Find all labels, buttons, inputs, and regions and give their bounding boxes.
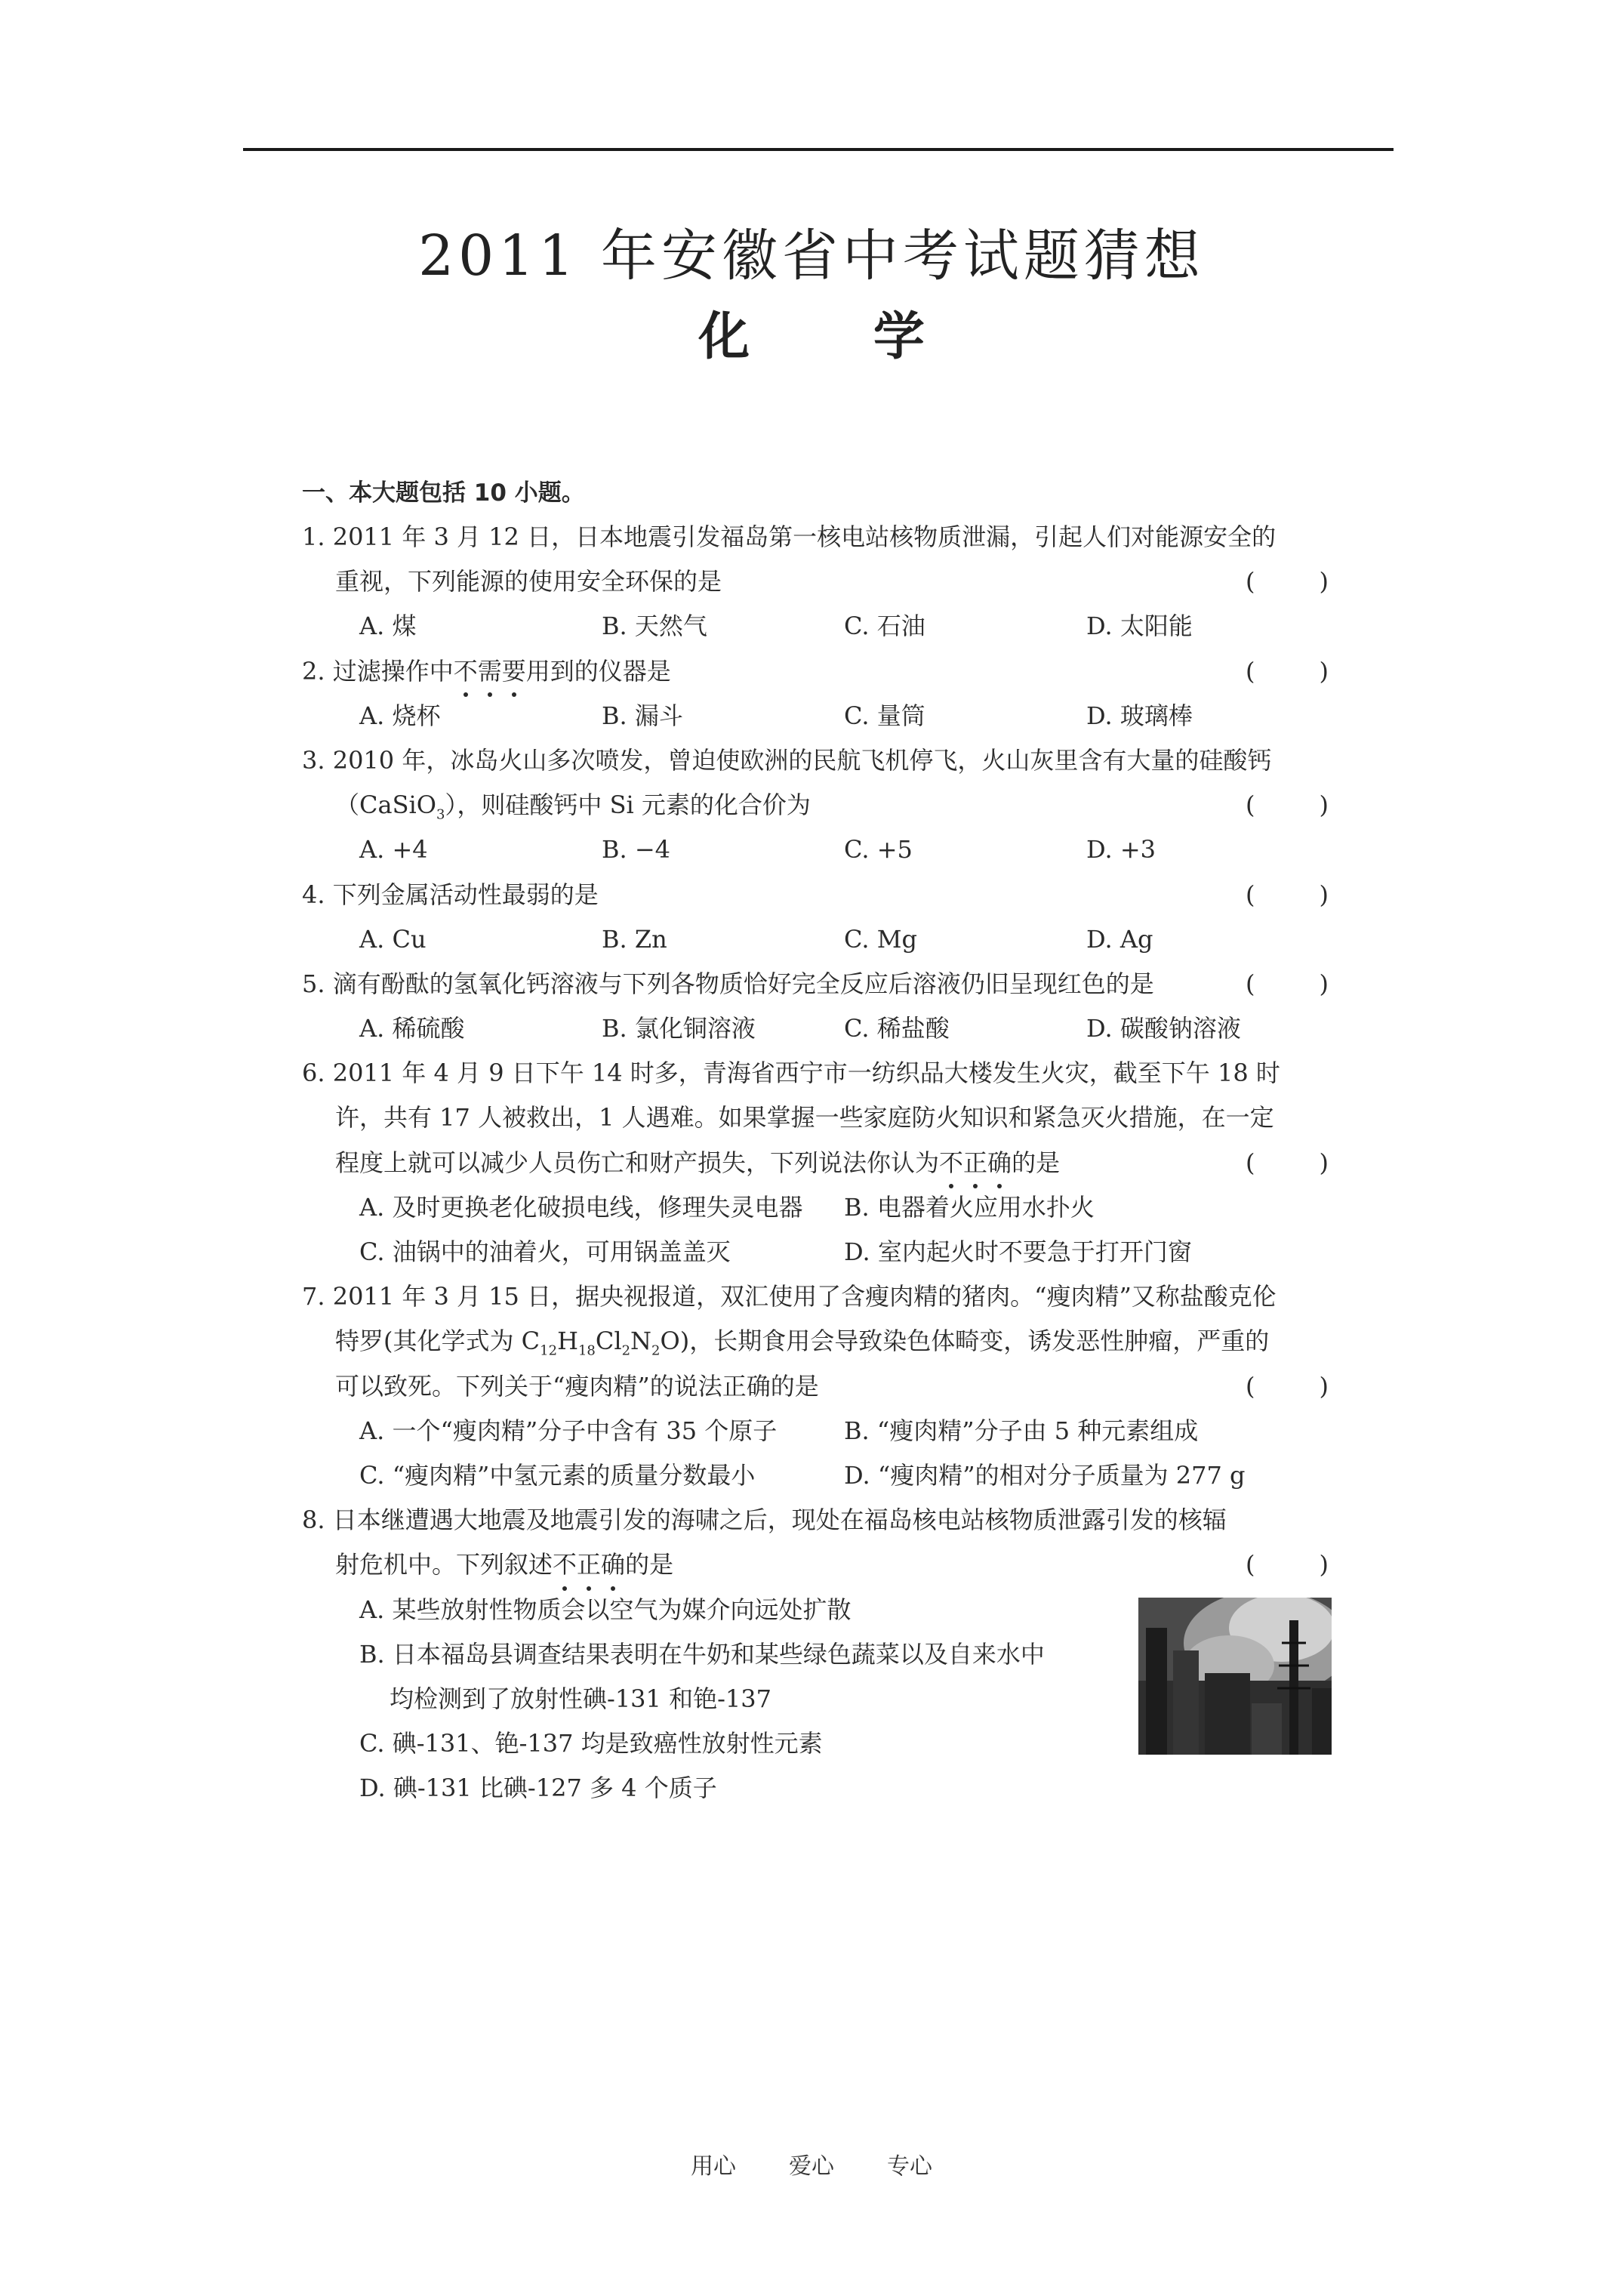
subscript: 2 xyxy=(621,1342,631,1359)
option-a: A. 某些放射性物质会以空气为媒介向远处扩散 xyxy=(359,1595,852,1624)
question-8-line-2 xyxy=(302,1542,1329,1587)
question-2-options xyxy=(302,694,1329,738)
question-1-stem: 重视，下列能源的使用安全环保的是 xyxy=(335,567,722,596)
answer-blank xyxy=(1246,1141,1329,1185)
emphasis-char: 需 xyxy=(478,649,502,694)
section-heading: 一、本大题包括 10 小题。 xyxy=(302,479,585,507)
question-2-line-1 xyxy=(302,649,1329,694)
paren-left: ( xyxy=(1246,1371,1255,1401)
question-7-line-2 xyxy=(302,1319,1329,1364)
paren-right: ) xyxy=(1319,1371,1329,1401)
question-7-line-1: 7. 2011 年 3 月 15 日，据央视报道，双汇使用了含瘦肉精的猪肉。“瘦肉精”又称盐酸克伦 xyxy=(302,1282,1277,1311)
formula-part: N xyxy=(630,1327,652,1356)
option-c: C. 稀盐酸 xyxy=(844,1014,950,1043)
formula-part: Cl xyxy=(595,1327,622,1356)
option-c: C. 石油 xyxy=(844,612,925,641)
question-3-options xyxy=(302,827,1329,872)
option-a: A. 及时更换老化破损电线，修理失灵电器 xyxy=(359,1192,803,1222)
question-4-options xyxy=(302,917,1329,962)
emphasis-char: 正 xyxy=(963,1141,987,1185)
question-6-line-3 xyxy=(302,1141,1329,1185)
option-d: D. 室内起火时不要急于打开门窗 xyxy=(844,1237,1192,1266)
question-8-stem-post: 的是 xyxy=(625,1550,674,1579)
nuclear-plant-photo xyxy=(1138,1598,1332,1755)
option-b: B. 日本福岛县调查结果表明在牛奶和某些绿色蔬菜以及自来水中 xyxy=(359,1639,1045,1669)
footer-text: 爱心 xyxy=(789,2153,834,2180)
option-b: B. 天然气 xyxy=(602,612,707,641)
formula-part: O)，长期食用会导致染色体畸变，诱发恶性肿瘤，严重的 xyxy=(660,1327,1270,1356)
option-d: D. 太阳能 xyxy=(1086,612,1193,641)
option-c: C. 量筒 xyxy=(844,701,925,730)
answer-blank xyxy=(1246,1542,1329,1587)
option-b: B. “瘦肉精”分子由 5 种元素组成 xyxy=(844,1416,1199,1445)
paren-left: ( xyxy=(1246,656,1255,686)
question-6-stem-post: 的是 xyxy=(1012,1148,1061,1177)
question-4-line-1 xyxy=(302,873,1329,917)
option-d: D. 碳酸钠溶液 xyxy=(1086,1014,1241,1043)
option-d: D. 碘-131 比碘-127 多 4 个质子 xyxy=(359,1774,717,1803)
option-b: B. Zn xyxy=(602,924,667,954)
question-6-options-ab xyxy=(302,1185,1329,1230)
option-a: A. 煤 xyxy=(359,612,417,641)
question-6-options-cd xyxy=(302,1230,1329,1274)
question-2-stem-post: 用到的仪器是 xyxy=(525,656,671,686)
option-c: C. 碘-131、铯-137 均是致癌性放射性元素 xyxy=(359,1729,823,1758)
paren-left: ( xyxy=(1246,791,1255,820)
footer-text: 专心 xyxy=(887,2153,932,2180)
question-7-options-ab xyxy=(302,1409,1329,1453)
question-3-line-2 xyxy=(302,783,1329,827)
option-b-continued: 均检测到了放射性碘-131 和铯-137 xyxy=(390,1684,771,1713)
question-3-formula: （CaSiO xyxy=(335,791,436,820)
question-2-stem-pre: 2. 过滤操作中 xyxy=(302,656,454,686)
question-6-line-1: 6. 2011 年 4 月 9 日下午 14 时多，青海省西宁市一纺织品大楼发生火灾，截至下午 18 时 xyxy=(302,1059,1280,1088)
option-c: C. Mg xyxy=(844,924,917,954)
question-1-line-2 xyxy=(302,559,1329,604)
emphasis-char: 确 xyxy=(987,1141,1012,1185)
option-d: D. 玻璃棒 xyxy=(1086,701,1193,730)
option-a: A. 稀硫酸 xyxy=(359,1014,465,1043)
option-a: A. 一个“瘦肉精”分子中含有 35 个原子 xyxy=(359,1416,778,1445)
paren-right: ) xyxy=(1319,791,1329,820)
page-footer xyxy=(0,2147,1623,2180)
paren-right: ) xyxy=(1319,1550,1329,1579)
paren-right: ) xyxy=(1319,969,1329,998)
emphasis-char: 不 xyxy=(939,1141,963,1185)
answer-blank xyxy=(1246,1364,1329,1409)
option-d: D. “瘦肉精”的相对分子质量为 277 g xyxy=(844,1460,1246,1490)
question-8-stem-pre: 射危机中。下列叙述 xyxy=(335,1550,553,1579)
question-7-options-cd xyxy=(302,1453,1329,1498)
question-3-stem: ），则硅酸钙中 Si 元素的化合价为 xyxy=(445,791,811,820)
option-b: B. 氯化铜溶液 xyxy=(602,1014,756,1043)
page-title: 2011 年安徽省中考试题猜想 xyxy=(418,223,1205,288)
emphasis-char: 不 xyxy=(553,1542,577,1587)
answer-blank xyxy=(1246,873,1329,917)
option-c: C. “瘦肉精”中氢元素的质量分数最小 xyxy=(359,1460,756,1490)
option-a: A. +4 xyxy=(359,835,428,864)
option-d: D. Ag xyxy=(1086,924,1153,954)
question-3-line-1: 3. 2010 年，冰岛火山多次喷发，曾迫使欧洲的民航飞机停飞，火山灰里含有大量的硅酸钙 xyxy=(302,745,1272,775)
question-5-stem: 5. 滴有酚酞的氢氧化钙溶液与下列各物质恰好完全反应后溶液仍旧呈现红色的是 xyxy=(302,969,1154,998)
emphasis-char: 正 xyxy=(577,1542,601,1587)
question-1-options xyxy=(302,604,1329,649)
answer-blank xyxy=(1246,649,1329,694)
page-subtitle: 化 学 xyxy=(698,307,978,367)
paren-left: ( xyxy=(1246,1550,1255,1579)
option-a: A. 烧杯 xyxy=(359,701,441,730)
question-7-line-3 xyxy=(302,1364,1329,1409)
paren-left: ( xyxy=(1246,1148,1255,1177)
paren-right: ) xyxy=(1319,567,1329,596)
option-c: C. +5 xyxy=(844,835,913,864)
question-4-stem: 4. 下列金属活动性最弱的是 xyxy=(302,880,599,909)
question-7-stem: 可以致死。下列关于“瘦肉精”的说法正确的是 xyxy=(335,1371,819,1401)
option-a: A. Cu xyxy=(359,924,427,954)
paren-left: ( xyxy=(1246,567,1255,596)
subscript: 2 xyxy=(651,1342,661,1359)
question-5-options xyxy=(302,1006,1329,1051)
paren-left: ( xyxy=(1246,880,1255,909)
option-b: B. 电器着火应用水扑火 xyxy=(844,1192,1095,1222)
option-b: B. −4 xyxy=(602,835,671,864)
option-c: C. 油锅中的油着火，可用锅盖盖灭 xyxy=(359,1237,731,1266)
question-1-line-1: 1. 2011 年 3 月 12 日，日本地震引发福岛第一核电站核物质泄漏，引起人们对能源安全的 xyxy=(302,522,1277,551)
option-d: D. +3 xyxy=(1086,835,1156,864)
paren-right: ) xyxy=(1319,656,1329,686)
question-5-line-1 xyxy=(302,962,1329,1006)
formula-part: H xyxy=(557,1327,578,1356)
question-6-stem-pre: 程度上就可以减少人员伤亡和财产损失，下列说法你认为 xyxy=(335,1148,940,1177)
question-8-line-1: 8. 日本继遭遇大地震及地震引发的海啸之后，现处在福岛核电站核物质泄露引发的核辐 xyxy=(302,1505,1227,1535)
option-b: B. 漏斗 xyxy=(602,701,683,730)
subscript: 12 xyxy=(540,1342,558,1359)
emphasis-char: 确 xyxy=(601,1542,625,1587)
subscript: 3 xyxy=(436,806,445,823)
footer-text: 用心 xyxy=(691,2153,736,2180)
emphasis-char: 不 xyxy=(454,649,478,694)
paren-right: ) xyxy=(1319,1148,1329,1177)
formula-part: 特罗(其化学式为 C xyxy=(335,1327,540,1356)
answer-blank xyxy=(1246,962,1329,1006)
question-6-line-2: 许，共有 17 人被救出，1 人遇难。如果掌握一些家庭防火知识和紧急灭火措施，在一定 xyxy=(335,1103,1274,1133)
paren-left: ( xyxy=(1246,969,1255,998)
answer-blank xyxy=(1246,559,1329,604)
emphasis-char: 要 xyxy=(502,649,526,694)
answer-blank xyxy=(1246,783,1329,827)
paren-right: ) xyxy=(1319,880,1329,909)
subscript: 18 xyxy=(577,1342,596,1359)
top-rule xyxy=(243,148,1394,151)
